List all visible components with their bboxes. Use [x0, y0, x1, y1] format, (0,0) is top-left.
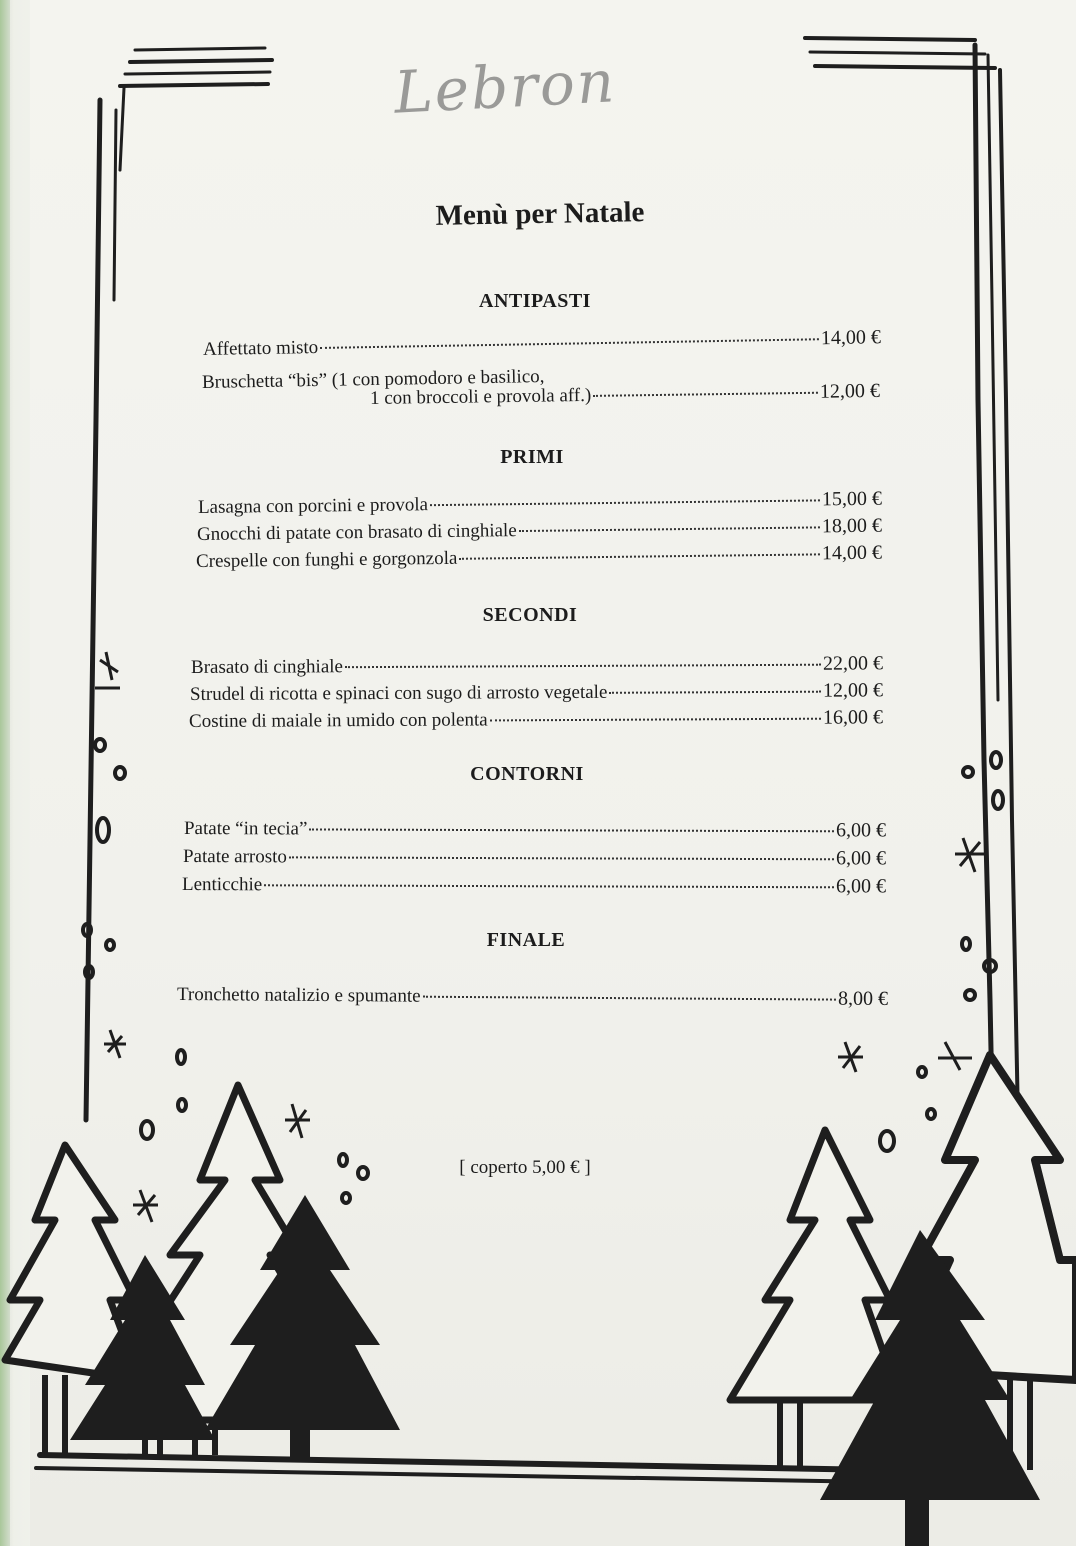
- menu-item-name: Crespelle con funghi e gorgonzola: [195, 547, 458, 572]
- cover-charge-note: [ coperto 5,00 € ]: [459, 1157, 591, 1178]
- menu-item-price: 6,00 €: [835, 847, 887, 870]
- menu-item-row: [184, 817, 886, 842]
- restaurant-logo: Lebron: [392, 47, 618, 127]
- menu-item-price: 15,00 €: [821, 487, 883, 511]
- menu-item-price: 6,00 €: [835, 819, 887, 842]
- dotted-leader: [423, 996, 836, 1001]
- menu-item-name: Patate arrosto: [182, 846, 287, 868]
- menu-item-price: 16,00 €: [822, 706, 884, 729]
- menu-item-price: 14,00 €: [821, 541, 883, 565]
- section-heading-finale: FINALE: [486, 929, 566, 951]
- dotted-leader: [593, 392, 818, 397]
- frame-line-left: [120, 88, 124, 170]
- section-heading-contorni: CONTORNI: [470, 763, 584, 785]
- menu-item-name: Gnocchi di patate con brasato di cinghiale: [196, 520, 517, 545]
- dotted-leader: [264, 884, 834, 888]
- menu-item-price: 8,00 €: [837, 987, 889, 1010]
- dotted-leader: [490, 718, 821, 722]
- dotted-leader: [430, 499, 820, 506]
- menu-item-name: Brasato di cinghiale: [190, 656, 344, 678]
- dotted-leader: [609, 691, 821, 694]
- menu-item-price: 6,00 €: [835, 875, 887, 898]
- menu-item-name: Lasagna con porcini e provola: [197, 494, 429, 518]
- section-heading-primi: PRIMI: [500, 446, 564, 468]
- menu-item-row: [183, 845, 886, 870]
- christmas-tree-icon: [5, 1085, 400, 1458]
- menu-item-name: Patate “in tecia”: [183, 818, 308, 840]
- dotted-leader: [345, 664, 821, 668]
- frame-line-top-right: [815, 66, 995, 68]
- frame-line-top-left: [120, 84, 268, 86]
- dotted-leader: [289, 856, 834, 860]
- frame-line-right: [988, 55, 998, 700]
- frame-line-bottom: [40, 1455, 880, 1470]
- menu-item-price: 18,00 €: [821, 514, 883, 538]
- menu-item-price: 22,00 €: [822, 652, 884, 675]
- menu-item-row: [182, 873, 886, 898]
- frame-line-top-left: [135, 48, 265, 50]
- dotted-leader: [320, 338, 819, 349]
- section-heading-secondi: SECONDI: [482, 604, 578, 626]
- section-heading-antipasti: ANTIPASTI: [479, 290, 591, 312]
- menu-item-row: [189, 706, 883, 733]
- menu-item-row: [191, 652, 883, 679]
- menu-item-name-continuation: 1 con broccoli e provola aff.): [369, 384, 592, 409]
- menu-item-price: 12,00 €: [819, 379, 881, 403]
- menu-item-price: 14,00 €: [820, 326, 882, 350]
- menu-item-row: [190, 679, 883, 706]
- menu-item-name: Strudel di ricotta e spinaci con sugo di arrosto vegetale: [189, 681, 608, 705]
- frame-line-left: [114, 110, 116, 300]
- dotted-leader: [459, 553, 820, 559]
- menu-item-name: Tronchetto natalizio e spumante: [176, 984, 421, 1007]
- menu-item-name: Bruschetta “bis” (1 con pomodoro e basilico,: [201, 366, 545, 393]
- menu-title: Menù per Natale: [435, 196, 645, 232]
- frame-line-top-right: [805, 38, 975, 40]
- frame-line-right: [1000, 70, 1018, 1120]
- menu-item-name: Lenticchie: [181, 874, 263, 896]
- frame-line-top-left: [125, 72, 270, 74]
- frame-line-top-right: [810, 52, 985, 54]
- christmas-tree-icon: [730, 1055, 1076, 1546]
- dotted-leader: [309, 828, 834, 832]
- menu-item-price: 12,00 €: [822, 679, 884, 702]
- menu-item-name: Affettato misto: [202, 336, 319, 360]
- menu-item-name: Costine di maiale in umido con polenta: [188, 709, 488, 732]
- frame-line-top-left: [130, 60, 272, 62]
- dotted-leader: [519, 526, 820, 532]
